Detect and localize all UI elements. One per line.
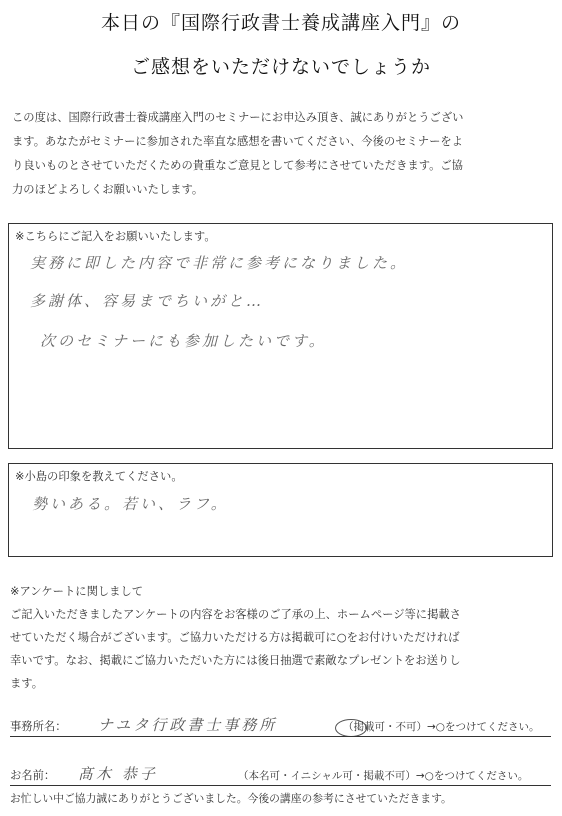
office-name-field[interactable] [10,711,555,737]
name-label: お名前： [10,769,56,782]
survey-line: ます。 [10,677,43,690]
name-field[interactable] [10,760,555,786]
handwritten-impression-line: 次のセミナーにも参加したいです。 [40,332,327,350]
handwritten-impression-line: 多謝体、容易までちいがと… [30,292,265,310]
intro-line: 力のほどよろしくお願いいたします。 [12,183,204,196]
intro-line: り良いものとさせていただくための貴重なご意見として参考にさせていただきます。ご協 [12,159,463,172]
office-publish-options[interactable]: （掲載可・不可）→○をつけてください。 [343,721,540,733]
handwritten-kojima-answer: 勢いある。若い、ラフ。 [32,495,229,513]
intro-line: この度は、国際行政書士養成講座入門のセミナーにお申込み頂き、誠にありがとうござい [12,111,464,124]
name-publish-options[interactable]: （本名可・イニシャル可・掲載不可）→○をつけてください。 [238,770,529,782]
office-name-label: 事務所名： [10,720,67,733]
survey-text [10,603,555,695]
survey-line: ご記入いただきましたアンケートの内容をお客様のご了承の上、ホームページ等に掲載さ [10,608,461,621]
survey-line: せていただく場合がございます。ご協力いただける方は掲載可に○をお付けいただければ [10,631,460,644]
footer-thanks: お忙しい中ご協力誠にありがとうございました。今後の講座の参考にさせていただきます。 [10,792,452,805]
underline [10,736,551,737]
page-title: 本日の『国際行政書士養成講座入門』の [100,12,461,34]
handwritten-name: 髙木 恭子 [78,765,158,783]
underline [10,785,551,786]
survey-line: 幸いです。なお、掲載にご協力いただいた方には後日抽選で素敵なプレゼントをお送りし [10,654,461,667]
page-subtitle: ご感想をいただけないでしょうか [130,56,431,78]
survey-title: ※アンケートに関しまして [10,585,144,598]
handwritten-impression-line: 実務に即した内容で非常に参考になりました。 [30,254,409,272]
intro-text [12,106,552,202]
impressions-label: ※こちらにご記入をお願いいたします。 [15,230,216,243]
intro-line: ます。あなたがセミナーに参加された率直な感想を書いてください、今後のセミナーをよ [12,135,463,148]
handwritten-office-name: ナユタ行政書士事務所 [98,716,278,734]
kojima-impression-label: ※小島の印象を教えてください。 [15,470,183,483]
